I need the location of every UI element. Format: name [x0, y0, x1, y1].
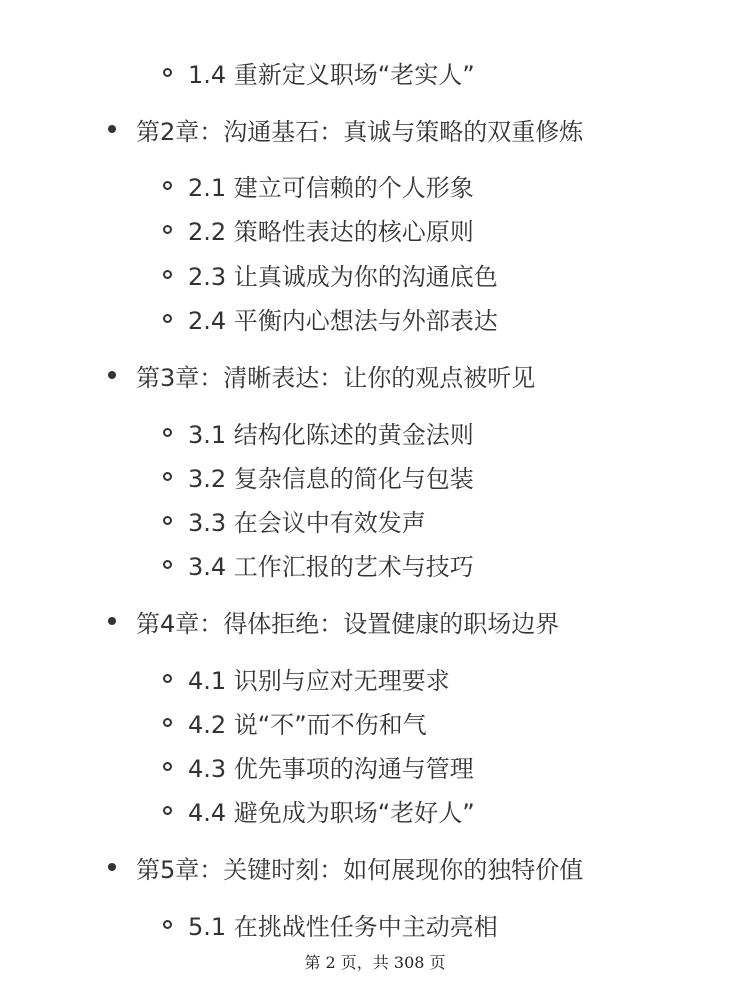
hollow-bullet-icon [163, 674, 172, 683]
hollow-bullet-icon [163, 181, 172, 190]
toc-label: 3.2 复杂信息的简化与包装 [188, 464, 474, 493]
toc-section-3-1[interactable] [163, 415, 474, 449]
hollow-bullet-icon [163, 472, 172, 481]
filled-bullet-icon [108, 371, 116, 379]
toc-section-1-4[interactable] [163, 55, 475, 89]
toc-section-2-2[interactable] [163, 212, 474, 246]
toc-section-4-4[interactable] [163, 793, 475, 827]
toc-label: 4.2 说“不”而不伤和气 [188, 710, 427, 739]
toc-label: 2.3 让真诚成为你的沟通底色 [188, 262, 498, 291]
toc-chapter-5[interactable] [108, 850, 583, 884]
toc-section-2-1[interactable] [163, 168, 474, 202]
toc-label: 4.4 避免成为职场“老好人” [188, 798, 475, 827]
hollow-bullet-icon [163, 762, 172, 771]
toc-label: 4.1 识别与应对无理要求 [188, 666, 450, 695]
toc-chapter-3[interactable] [108, 358, 535, 392]
toc-label: 3.3 在会议中有效发声 [188, 508, 426, 537]
toc-section-4-1[interactable] [163, 661, 450, 695]
filled-bullet-icon [108, 125, 116, 133]
hollow-bullet-icon [163, 270, 172, 279]
toc-section-2-4[interactable] [163, 301, 498, 335]
toc-chapter-2[interactable] [108, 112, 583, 146]
toc-label: 2.2 策略性表达的核心原则 [188, 217, 474, 246]
filled-bullet-icon [108, 617, 116, 625]
hollow-bullet-icon [163, 718, 172, 727]
toc-label: 第2章：沟通基石：真诚与策略的双重修炼 [136, 117, 584, 146]
hollow-bullet-icon [163, 68, 172, 77]
toc-section-4-3[interactable] [163, 749, 474, 783]
toc-label: 3.4 工作汇报的艺术与技巧 [188, 552, 474, 581]
toc-section-2-3[interactable] [163, 257, 498, 291]
toc-label: 5.1 在挑战性任务中主动亮相 [188, 912, 498, 941]
hollow-bullet-icon [163, 920, 172, 929]
filled-bullet-icon [108, 863, 116, 871]
toc-section-3-2[interactable] [163, 459, 474, 493]
hollow-bullet-icon [163, 806, 172, 815]
toc-label: 2.4 平衡内心想法与外部表达 [188, 306, 498, 335]
toc-label: 2.1 建立可信赖的个人形象 [188, 173, 474, 202]
toc-label: 1.4 重新定义职场“老实人” [188, 60, 475, 89]
toc-section-4-2[interactable] [163, 705, 427, 739]
hollow-bullet-icon [163, 516, 172, 525]
toc-label: 3.1 结构化陈述的黄金法则 [188, 420, 474, 449]
toc-label: 第5章：关键时刻：如何展现你的独特价值 [136, 855, 584, 884]
hollow-bullet-icon [163, 560, 172, 569]
toc-chapter-4[interactable] [108, 604, 559, 638]
toc-section-3-3[interactable] [163, 503, 426, 537]
hollow-bullet-icon [163, 428, 172, 437]
toc-label: 第4章：得体拒绝：设置健康的职场边界 [136, 609, 560, 638]
hollow-bullet-icon [163, 314, 172, 323]
toc-label: 4.3 优先事项的沟通与管理 [188, 754, 474, 783]
hollow-bullet-icon [163, 225, 172, 234]
toc-label: 第3章：清晰表达：让你的观点被听见 [136, 363, 536, 392]
toc-section-5-1[interactable] [163, 907, 498, 941]
toc-section-3-4[interactable] [163, 547, 474, 581]
page-number-footer: 第 2 页，共 308 页 [304, 953, 446, 972]
